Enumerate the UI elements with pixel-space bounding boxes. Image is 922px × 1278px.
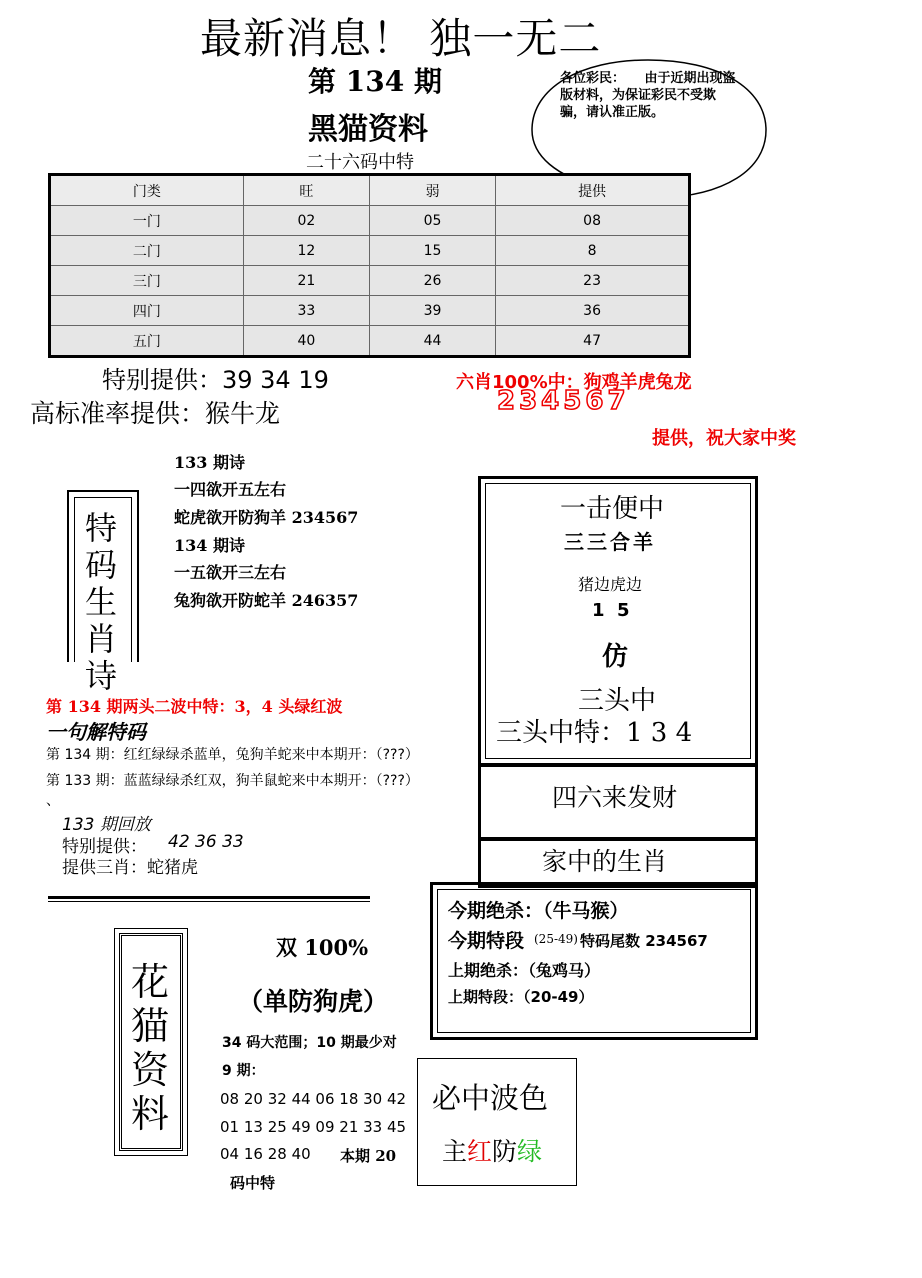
- table-header-cell: 提供: [496, 175, 690, 206]
- kill-line-1: 今期绝杀：（牛马猴）: [448, 900, 629, 922]
- table-cell: 五门: [50, 326, 244, 357]
- wave-green: 绿: [517, 1137, 543, 1166]
- poem-line: 134 期诗: [174, 536, 245, 555]
- table-cell: 36: [496, 296, 690, 326]
- nine-periods: 9 期：: [222, 1063, 265, 1079]
- poem-line: 一四欲开五左右: [174, 480, 287, 499]
- table-header-cell: 旺: [243, 175, 369, 206]
- table-cell: 02: [243, 206, 369, 236]
- subtitle: 二十六码中特: [306, 152, 414, 173]
- table-cell: 08: [496, 206, 690, 236]
- table-cell: 二门: [50, 236, 244, 266]
- table-row: [50, 206, 690, 236]
- table-cell: 26: [369, 266, 495, 296]
- replay-numbers: 42 36 33: [168, 832, 244, 852]
- family-text: 家中的生肖: [542, 847, 668, 876]
- hit-title: 一击便中: [560, 494, 665, 524]
- replay-label: 特别提供：: [62, 837, 147, 857]
- stray-mark: 、: [46, 793, 60, 809]
- wave-guard: 防: [492, 1137, 518, 1166]
- cat-vertical-title: 花猫资料: [130, 960, 169, 1136]
- door-table: [48, 173, 691, 358]
- poem-line: 133 期诗: [174, 453, 245, 472]
- poem-vertical-title: 特码生肖诗: [84, 509, 117, 695]
- kill-line-4: 上期特段：（20-49）: [448, 988, 594, 1006]
- hit-hint: 猪边虎边: [578, 575, 643, 594]
- table-row: [50, 326, 690, 357]
- table-header-row: [50, 175, 690, 206]
- two-wave-line: 第 134 期两头二波中特：3，4 头绿红波: [46, 697, 343, 716]
- table-cell: 33: [243, 296, 369, 326]
- table-row: [50, 236, 690, 266]
- special-offer: 特别提供：39 34 19: [102, 366, 329, 394]
- hit-numbers: 1 5: [592, 600, 630, 621]
- table-cell: 47: [496, 326, 690, 357]
- six-zodiac-digits: 234567: [497, 386, 630, 416]
- wave-title: 必中波色: [432, 1081, 549, 1115]
- hit-fang: 仿: [602, 642, 629, 672]
- table-cell: 15: [369, 236, 495, 266]
- headline: 最新消息！ 独一无二: [200, 14, 602, 63]
- wave-main: 主: [442, 1137, 468, 1166]
- kill-line-3: 上期绝杀：（兔鸡马）: [448, 961, 601, 980]
- table-row: [50, 266, 690, 296]
- poem-line: 一五欲开三左右: [174, 563, 287, 582]
- kill-line-2b: (25-49): [534, 932, 578, 946]
- table-cell: 05: [369, 206, 495, 236]
- number-row: 08 20 32 44 06 18 30 42: [220, 1090, 407, 1108]
- wave-red: 红: [467, 1137, 493, 1166]
- wave-colors: [442, 1132, 542, 1168]
- this-period: 本期 20: [340, 1147, 397, 1165]
- santou-te: 三头中特：1 3 4: [496, 718, 693, 748]
- table-row: [50, 296, 690, 326]
- table-cell: 23: [496, 266, 690, 296]
- table-cell: 一门: [50, 206, 244, 236]
- santou: 三头中: [578, 686, 657, 716]
- period-134-clue: 第 134 期：红红绿绿杀蓝单，兔狗羊蛇来中本期开：（???）: [46, 747, 419, 763]
- replay-three-zodiac: 提供三肖：蛇猪虎: [62, 858, 198, 878]
- table-cell: 39: [369, 296, 495, 326]
- wish-text: 提供，祝大家中奖: [652, 428, 796, 449]
- double-percent: 双 100%: [276, 935, 369, 960]
- table-cell: 四门: [50, 296, 244, 326]
- brand-title: 黑猫资料: [308, 112, 428, 147]
- table-cell: 12: [243, 236, 369, 266]
- poem-line: 兔狗欲开防蛇羊 246357: [174, 591, 359, 610]
- divider: [48, 896, 370, 902]
- six-zodiac-text: 六肖100%中：狗鸡羊虎兔龙: [456, 372, 692, 393]
- forty-six-text: 四六来发财: [552, 783, 678, 812]
- number-row: 01 13 25 49 09 21 33 45: [220, 1118, 407, 1136]
- table-header-cell: 门类: [50, 175, 244, 206]
- kill-line-2a: 今期特段: [448, 930, 525, 952]
- table-cell: 三门: [50, 266, 244, 296]
- number-row: 04 16 28 40: [220, 1145, 311, 1163]
- issue-number: 第 134 期: [308, 65, 442, 98]
- table-cell: 8: [496, 236, 690, 266]
- code-hit: 码中特: [230, 1174, 276, 1192]
- bubble-notice: 各位彩民： 由于近期出现盗版材料，为保证彩民不受欺骗，请认准正版。: [560, 71, 736, 120]
- one-sentence-title: 一句解特码: [46, 720, 146, 744]
- poem-line: 蛇虎欲开防狗羊 234567: [174, 508, 359, 527]
- high-accuracy-offer: 高标准率提供：猴牛龙: [30, 399, 281, 428]
- period-133-clue: 第 133 期：蓝蓝绿绿杀红双，狗羊鼠蛇来中本期开：（???）: [46, 773, 419, 789]
- range-34: 34 码大范围；10 期最少对: [222, 1035, 397, 1051]
- kill-line-2c: 特码尾数 234567: [580, 932, 708, 950]
- table-cell: 40: [243, 326, 369, 357]
- table-cell: 44: [369, 326, 495, 357]
- single-guard: （单防狗虎）: [238, 987, 389, 1016]
- hit-sub: 三三合羊: [564, 530, 656, 554]
- replay-title: 133 期回放: [62, 815, 151, 835]
- table-cell: 21: [243, 266, 369, 296]
- table-header-cell: 弱: [369, 175, 495, 206]
